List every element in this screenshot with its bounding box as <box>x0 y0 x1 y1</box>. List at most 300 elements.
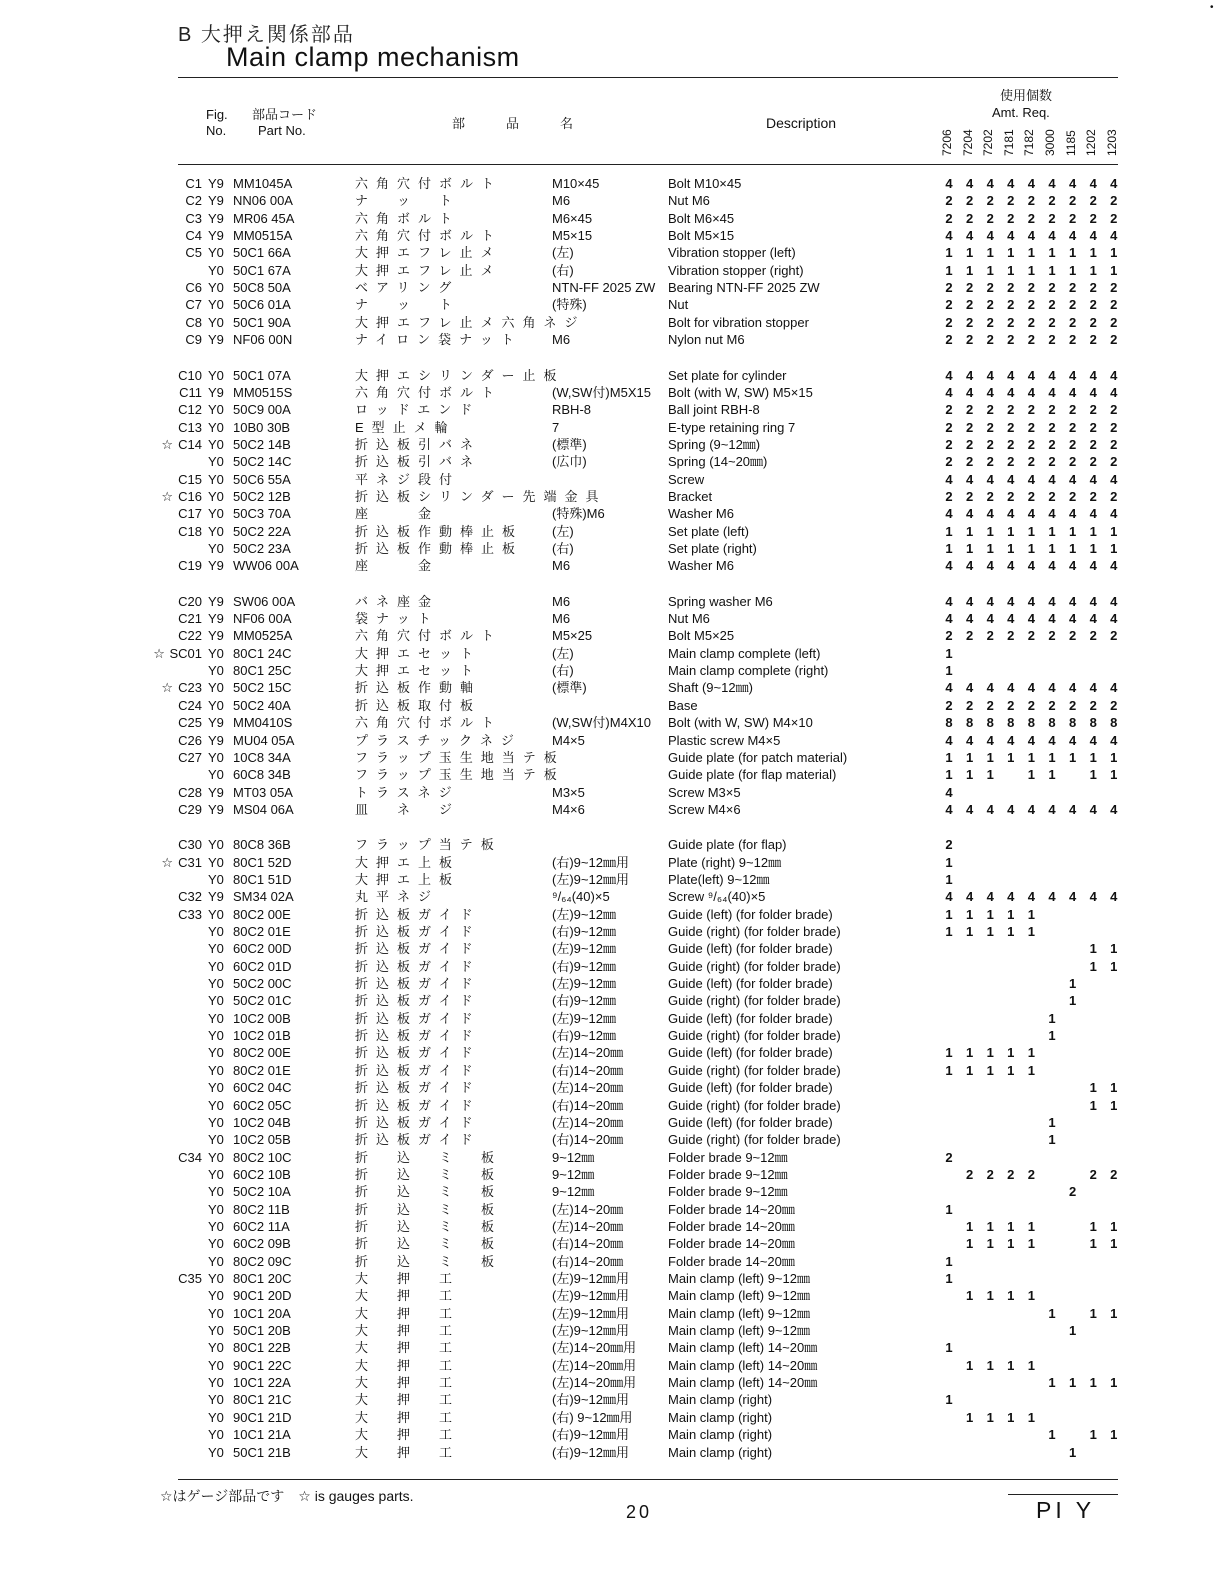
description: Plate (right) 9~12㎜ <box>668 854 782 870</box>
description: Spring (9~12㎜) <box>668 436 761 452</box>
japanese-name: E型止メ輪 <box>355 419 456 435</box>
model-header: 3000 <box>1043 129 1057 157</box>
spec: (右) <box>552 262 574 278</box>
quantity: 4 <box>1007 680 1015 696</box>
quantity: 8 <box>1048 715 1056 731</box>
description: Ball joint RBH-8 <box>668 402 760 418</box>
quantity: 2 <box>1068 332 1077 348</box>
description: Guide (left) (for folder brade) <box>668 906 833 922</box>
spec: RBH-8 <box>552 402 592 418</box>
japanese-name: 座 金 <box>355 506 440 522</box>
japanese-name: 皿 ネ ジ <box>355 801 461 817</box>
quantity: 4 <box>986 732 994 748</box>
quantity: 2 <box>965 314 974 330</box>
quantity: 2 <box>1110 436 1118 452</box>
spec: ⁹/₆₄(40)×5 <box>552 889 610 905</box>
quantity: 4 <box>986 889 994 905</box>
spec: (左)14~20㎜用 <box>552 1340 637 1356</box>
spec: (標準) <box>552 436 587 452</box>
quantity: 2 <box>1068 314 1077 330</box>
part-number: 60C2 05C <box>233 1097 292 1113</box>
japanese-name: 大押エシリンダー止板 <box>355 367 565 383</box>
quantity: 1 <box>1027 541 1035 556</box>
spec: (左)9~12㎜ <box>552 906 616 922</box>
part-number: 90C1 22C <box>233 1357 292 1373</box>
japanese-name: 折込板ガイド <box>355 993 481 1009</box>
quantity: 2 <box>1110 488 1118 504</box>
quantity: 1 <box>965 767 974 783</box>
quantity: 2 <box>1068 454 1077 470</box>
quantity: 1 <box>965 1218 974 1234</box>
quantity: 4 <box>1089 506 1097 522</box>
spec: NTN-FF 2025 ZW <box>552 280 656 296</box>
quantity: 1 <box>945 767 953 783</box>
description: Nut M6 <box>668 611 710 627</box>
quantity: 1 <box>1068 1375 1077 1391</box>
quantity: 4 <box>1048 558 1056 574</box>
japanese-name: 折 込 ミ 板 <box>355 1218 503 1234</box>
spec: M6 <box>552 611 571 627</box>
quantity: 1 <box>1089 262 1097 278</box>
part-number: MT03 05A <box>233 784 293 800</box>
japanese-name: 大押エ上板 <box>355 871 461 887</box>
quantity: 4 <box>1048 593 1056 609</box>
quantity: 1 <box>1048 1010 1056 1026</box>
quantity: 1 <box>1068 245 1077 261</box>
quantity: 1 <box>1068 523 1077 539</box>
quantity: 4 <box>1007 176 1015 191</box>
fig-header <box>206 107 228 139</box>
quantity: 1 <box>1007 924 1015 939</box>
quantity: 4 <box>1007 367 1015 383</box>
quantity: 1 <box>1110 262 1118 278</box>
maker-code: Y0 <box>208 262 224 278</box>
spec: (右)9~12㎜用 <box>552 1392 629 1408</box>
quantity: 4 <box>1068 593 1077 609</box>
quantity: 1 <box>1048 767 1056 783</box>
quantity: 2 <box>1068 297 1077 313</box>
quantity: 4 <box>1027 228 1035 244</box>
quantity: 4 <box>1110 889 1118 905</box>
quantity: 4 <box>1089 680 1097 696</box>
fig-number: C4 <box>185 228 202 244</box>
quantity: 2 <box>965 210 974 226</box>
japanese-name: ナイロン袋ナット <box>355 332 522 348</box>
japanese-name: 大 押 工 <box>355 1323 461 1339</box>
japanese-name: トラスネジ <box>355 784 460 800</box>
quantity: 1 <box>1089 245 1097 261</box>
quantity: 1 <box>945 663 953 679</box>
fig-number: C5 <box>185 245 202 261</box>
part-number: 10C1 22A <box>233 1375 291 1391</box>
quantity: 2 <box>986 210 994 226</box>
quantity: 2 <box>986 419 994 435</box>
part-number: 80C2 01E <box>233 924 291 939</box>
japanese-name: 折込板ガイド <box>355 958 481 974</box>
maker-code: Y0 <box>208 941 224 957</box>
part-number: 50C1 66A <box>233 245 291 261</box>
quantity: 1 <box>965 262 974 278</box>
quantity: 1 <box>945 523 953 539</box>
part-number: 80C1 22B <box>233 1340 291 1356</box>
quantity: 2 <box>1110 454 1118 470</box>
quantity: 2 <box>945 280 953 296</box>
quantity: 8 <box>986 715 994 731</box>
fig-number: C32 <box>178 889 202 905</box>
part-number: 60C2 00D <box>233 941 292 957</box>
japanese-name: 折込板ガイド <box>355 1045 481 1061</box>
part-number: MM0525A <box>233 628 293 644</box>
maker-code: Y0 <box>208 541 224 556</box>
maker-code: Y0 <box>208 1271 224 1286</box>
part-number: 50C9 00A <box>233 402 291 418</box>
quantity: 4 <box>945 228 953 244</box>
gauge-star-icon: ☆ <box>161 680 174 696</box>
quantity: 4 <box>1068 611 1077 627</box>
quantity: 1 <box>986 906 994 922</box>
quantity: 2 <box>1110 280 1118 296</box>
quantity: 1 <box>945 1201 953 1217</box>
maker-code: Y0 <box>208 1028 224 1044</box>
quantity: 1 <box>986 767 994 783</box>
quantity: 2 <box>1089 332 1097 348</box>
fig-number: C1 <box>185 176 202 191</box>
quantity: 1 <box>965 523 974 539</box>
quantity: 2 <box>965 419 974 435</box>
quantity: 1 <box>1007 1409 1015 1425</box>
quantity: 2 <box>1048 280 1056 296</box>
quantity: 1 <box>1027 1236 1035 1252</box>
quantity: 1 <box>1110 749 1118 765</box>
quantity: 2 <box>1068 697 1077 713</box>
description: Bolt M5×25 <box>668 628 735 644</box>
quantity: 1 <box>1007 523 1015 539</box>
quantity: 4 <box>1068 471 1077 487</box>
quantity: 2 <box>945 402 953 418</box>
fig-number: C33 <box>178 906 202 922</box>
quantity: 1 <box>945 871 953 887</box>
japanese-name: 折 込 ミ 板 <box>355 1201 503 1217</box>
description: Guide (left) (for folder brade) <box>668 1114 833 1130</box>
spec: (左)9~12㎜用 <box>552 1271 629 1286</box>
description: Washer M6 <box>668 506 734 522</box>
spec: (左) <box>552 645 574 661</box>
quantity: 2 <box>986 697 994 713</box>
description: Main clamp complete (left) <box>668 645 821 661</box>
description: Nylon nut M6 <box>668 332 745 348</box>
quantity: 1 <box>986 1288 994 1304</box>
quantity: 8 <box>1027 715 1035 731</box>
quantity: 4 <box>1048 367 1056 383</box>
quantity: 4 <box>1089 889 1097 905</box>
spec: (右)9~12㎜ <box>552 958 616 974</box>
quantity: 2 <box>1048 628 1056 644</box>
japanese-name: 折込板ガイド <box>355 924 481 939</box>
quantity: 1 <box>1068 262 1077 278</box>
maker-code: Y0 <box>208 906 224 922</box>
quantity: 4 <box>1110 367 1118 383</box>
fig-number: C26 <box>178 732 202 748</box>
quantity: 2 <box>1089 210 1097 226</box>
quantity: 4 <box>1068 367 1077 383</box>
maker-code: Y0 <box>208 1184 224 1200</box>
japanese-name: 六角穴付ボルト <box>355 628 503 644</box>
part-number: SW06 00A <box>233 593 296 609</box>
maker-code: Y9 <box>208 732 224 748</box>
japanese-name: 折込板ガイド <box>355 1097 481 1113</box>
maker-code: Y0 <box>208 1288 224 1304</box>
part-number: 60C2 04C <box>233 1080 292 1096</box>
quantity: 1 <box>1027 924 1035 939</box>
quantity: 2 <box>1089 488 1097 504</box>
quantity: 1 <box>1027 906 1035 922</box>
part-number: 50C6 01A <box>233 297 291 313</box>
fig-number: C2 <box>185 193 202 209</box>
spec: M6 <box>552 332 571 348</box>
japanese-name: 大 押 工 <box>355 1305 461 1321</box>
maker-code: Y0 <box>208 402 224 418</box>
maker-code: Y0 <box>208 1201 224 1217</box>
quantity: 4 <box>1110 228 1118 244</box>
quantity: 4 <box>965 471 974 487</box>
quantity: 4 <box>965 611 974 627</box>
description: Main clamp (left) 14~20㎜ <box>668 1357 818 1373</box>
quantity: 4 <box>965 176 974 191</box>
quantity: 1 <box>1089 767 1097 783</box>
page-number: 20 <box>626 1502 653 1522</box>
spec: M6×45 <box>552 210 593 226</box>
spec: (右)14~20㎜ <box>552 1253 624 1269</box>
fig-number: C21 <box>178 611 202 627</box>
quantity: 2 <box>1068 193 1077 209</box>
fig-number: C15 <box>178 471 202 487</box>
quantity: 2 <box>1007 332 1015 348</box>
quantity: 2 <box>986 314 994 330</box>
maker-code: Y0 <box>208 1114 224 1130</box>
maker-code: Y9 <box>208 558 224 574</box>
fig-number: C9 <box>185 332 202 348</box>
quantity: 1 <box>945 262 953 278</box>
quantity: 4 <box>1089 384 1097 400</box>
quantity: 2 <box>1027 332 1035 348</box>
part-header-line2: Part No. <box>258 123 306 138</box>
spec: (右)9~12㎜用 <box>552 854 629 870</box>
quantity: 4 <box>945 558 953 574</box>
description: Set plate for cylinder <box>668 367 787 383</box>
spec: M10×45 <box>552 176 600 191</box>
quantity: 4 <box>1110 732 1118 748</box>
quantity: 2 <box>1110 193 1118 209</box>
japanese-name: 折込板引バネ <box>355 436 482 452</box>
quantity: 2 <box>1068 1184 1077 1200</box>
part-number: 50C2 14C <box>233 454 292 470</box>
japanese-name: 大 押 工 <box>355 1271 461 1286</box>
description: Nut <box>668 297 689 313</box>
quantity: 1 <box>945 906 953 922</box>
part-number: 80C1 24C <box>233 645 292 661</box>
spec: (右)9~12㎜用 <box>552 1427 629 1443</box>
maker-code: Y0 <box>208 976 224 992</box>
quantity: 2 <box>1048 193 1056 209</box>
quantity: 1 <box>1068 1323 1077 1339</box>
quantity: 2 <box>965 628 974 644</box>
description: Guide plate (for flap material) <box>668 767 837 783</box>
description: Guide (left) (for folder brade) <box>668 1010 833 1026</box>
fig-number: C20 <box>178 593 202 609</box>
maker-code: Y9 <box>208 889 224 905</box>
quantity: 4 <box>1110 611 1118 627</box>
part-number: 50C6 55A <box>233 471 291 487</box>
quantity: 1 <box>1048 262 1056 278</box>
quantity: 2 <box>1027 1166 1035 1182</box>
quantity: 2 <box>1027 419 1035 435</box>
quantity: 2 <box>945 697 953 713</box>
quantity: 8 <box>1068 715 1077 731</box>
description: E-type retaining ring 7 <box>668 419 796 435</box>
quantity: 2 <box>1048 419 1056 435</box>
quantity: 4 <box>1007 384 1015 400</box>
quantity: 4 <box>986 801 994 817</box>
quantity: 1 <box>986 523 994 539</box>
quantity: 1 <box>945 854 953 870</box>
quantity: 4 <box>1007 732 1015 748</box>
japanese-name: 折 込 ミ 板 <box>355 1236 503 1252</box>
quantity: 1 <box>965 924 974 939</box>
maker-code: Y0 <box>208 837 224 853</box>
quantity: 1 <box>945 1392 953 1408</box>
part-number: 10C2 04B <box>233 1114 291 1130</box>
quantity: 2 <box>965 454 974 470</box>
quantity: 4 <box>986 611 994 627</box>
quantity: 4 <box>1089 801 1097 817</box>
description: Bolt M6×45 <box>668 210 735 226</box>
quantity: 4 <box>1048 889 1056 905</box>
description: Main clamp (right) <box>668 1409 773 1425</box>
page-title: Main clamp mechanism <box>226 42 520 72</box>
part-number: 10C2 05B <box>233 1132 291 1148</box>
quantity: 4 <box>1027 384 1035 400</box>
japanese-name: 折込板ガイド <box>355 1010 481 1026</box>
japanese-name: 六角穴付ボルト <box>355 715 503 731</box>
quantity: 2 <box>1089 628 1097 644</box>
quantity: 2 <box>986 1166 994 1182</box>
japanese-name: 折込板ガイド <box>355 1062 481 1078</box>
quantity: 4 <box>1027 506 1035 522</box>
fig-number: C19 <box>178 558 202 574</box>
quantity: 1 <box>945 1271 953 1286</box>
description: Main clamp (right) <box>668 1444 773 1460</box>
quantity: 4 <box>1068 384 1077 400</box>
quantity: 2 <box>1007 488 1015 504</box>
description: Bolt M5×15 <box>668 228 735 244</box>
description: Main clamp (right) <box>668 1427 773 1443</box>
quantity: 2 <box>1027 436 1035 452</box>
name-header: 部 品 名 <box>452 116 588 131</box>
quantity: 1 <box>1007 749 1015 765</box>
quantity: 4 <box>965 889 974 905</box>
part-number: MR06 45A <box>233 210 295 226</box>
quantity: 2 <box>945 297 953 313</box>
spec: (左)14~20㎜ <box>552 1080 624 1096</box>
quantity: 4 <box>1027 471 1035 487</box>
quantity: 2 <box>1068 210 1077 226</box>
description: Screw ⁹/₆₄(40)×5 <box>668 889 766 905</box>
maker-code: Y0 <box>208 506 224 522</box>
description: Main clamp (left) 14~20㎜ <box>668 1340 818 1356</box>
quantity: 2 <box>1110 314 1118 330</box>
japanese-name: 折 込 ミ 板 <box>355 1184 503 1200</box>
quantity: 4 <box>986 506 994 522</box>
quantity: 4 <box>1048 611 1056 627</box>
spec: 7 <box>552 419 560 435</box>
spec: (左)14~20㎜ <box>552 1201 624 1217</box>
quantity: 2 <box>1007 697 1015 713</box>
quantity: 2 <box>1027 280 1035 296</box>
quantity: 2 <box>1048 436 1056 452</box>
part-number: MM0410S <box>233 715 293 731</box>
page-code: PI Y <box>1036 1497 1096 1523</box>
japanese-name: 大押エセット <box>355 663 482 679</box>
quantity: 4 <box>1089 611 1097 627</box>
spec: (広巾) <box>552 454 587 470</box>
part-number: 50C1 90A <box>233 314 291 330</box>
japanese-name: 折込板作動軸 <box>355 680 482 696</box>
quantity: 4 <box>986 680 994 696</box>
quantity: 1 <box>1048 1132 1056 1148</box>
quantity: 2 <box>945 436 953 452</box>
quantity: 4 <box>1027 176 1035 191</box>
quantity: 2 <box>1089 419 1097 435</box>
spec: M4×5 <box>552 732 585 748</box>
japanese-name: 折込板ガイド <box>355 1114 481 1130</box>
quantity: 2 <box>1007 297 1015 313</box>
quantity: 1 <box>1027 245 1035 261</box>
quantity: 8 <box>1089 715 1097 731</box>
quantity: 2 <box>1027 210 1035 226</box>
quantity: 4 <box>1089 176 1097 191</box>
part-number: NN06 00A <box>233 193 293 209</box>
spec: M6 <box>552 558 571 574</box>
japanese-name: 大押エフレ止メ <box>355 262 502 278</box>
part-number: 90C1 20D <box>233 1288 292 1304</box>
maker-code: Y0 <box>208 1166 224 1182</box>
spec: (左)9~12㎜用 <box>552 1323 629 1339</box>
model-header: 7202 <box>981 129 996 157</box>
gauge-star-icon: ☆ <box>161 488 174 504</box>
fig-number: C27 <box>178 749 202 765</box>
quantity: 1 <box>1110 1375 1118 1391</box>
part-number: 50C2 00C <box>233 976 292 992</box>
quantity: 2 <box>945 210 953 226</box>
quantity: 1 <box>1110 767 1118 783</box>
quantity: 4 <box>986 367 994 383</box>
maker-code: Y0 <box>208 1375 224 1391</box>
maker-code: Y9 <box>208 784 224 800</box>
japanese-name: 折込板ガイド <box>355 1080 481 1096</box>
quantity: 1 <box>1007 1288 1015 1304</box>
fig-number: C11 <box>179 384 202 400</box>
quantity: 4 <box>945 680 953 696</box>
quantity: 2 <box>945 332 953 348</box>
quantity: 2 <box>1089 454 1097 470</box>
part-number: 50C2 22A <box>233 523 291 539</box>
quantity: 2 <box>965 1166 974 1182</box>
quantity: 1 <box>986 1409 994 1425</box>
maker-code: Y0 <box>208 436 224 452</box>
quantity: 1 <box>1110 958 1118 974</box>
japanese-name: フラップ玉生地当テ板 <box>355 749 565 765</box>
quantity: 1 <box>1110 1305 1118 1321</box>
